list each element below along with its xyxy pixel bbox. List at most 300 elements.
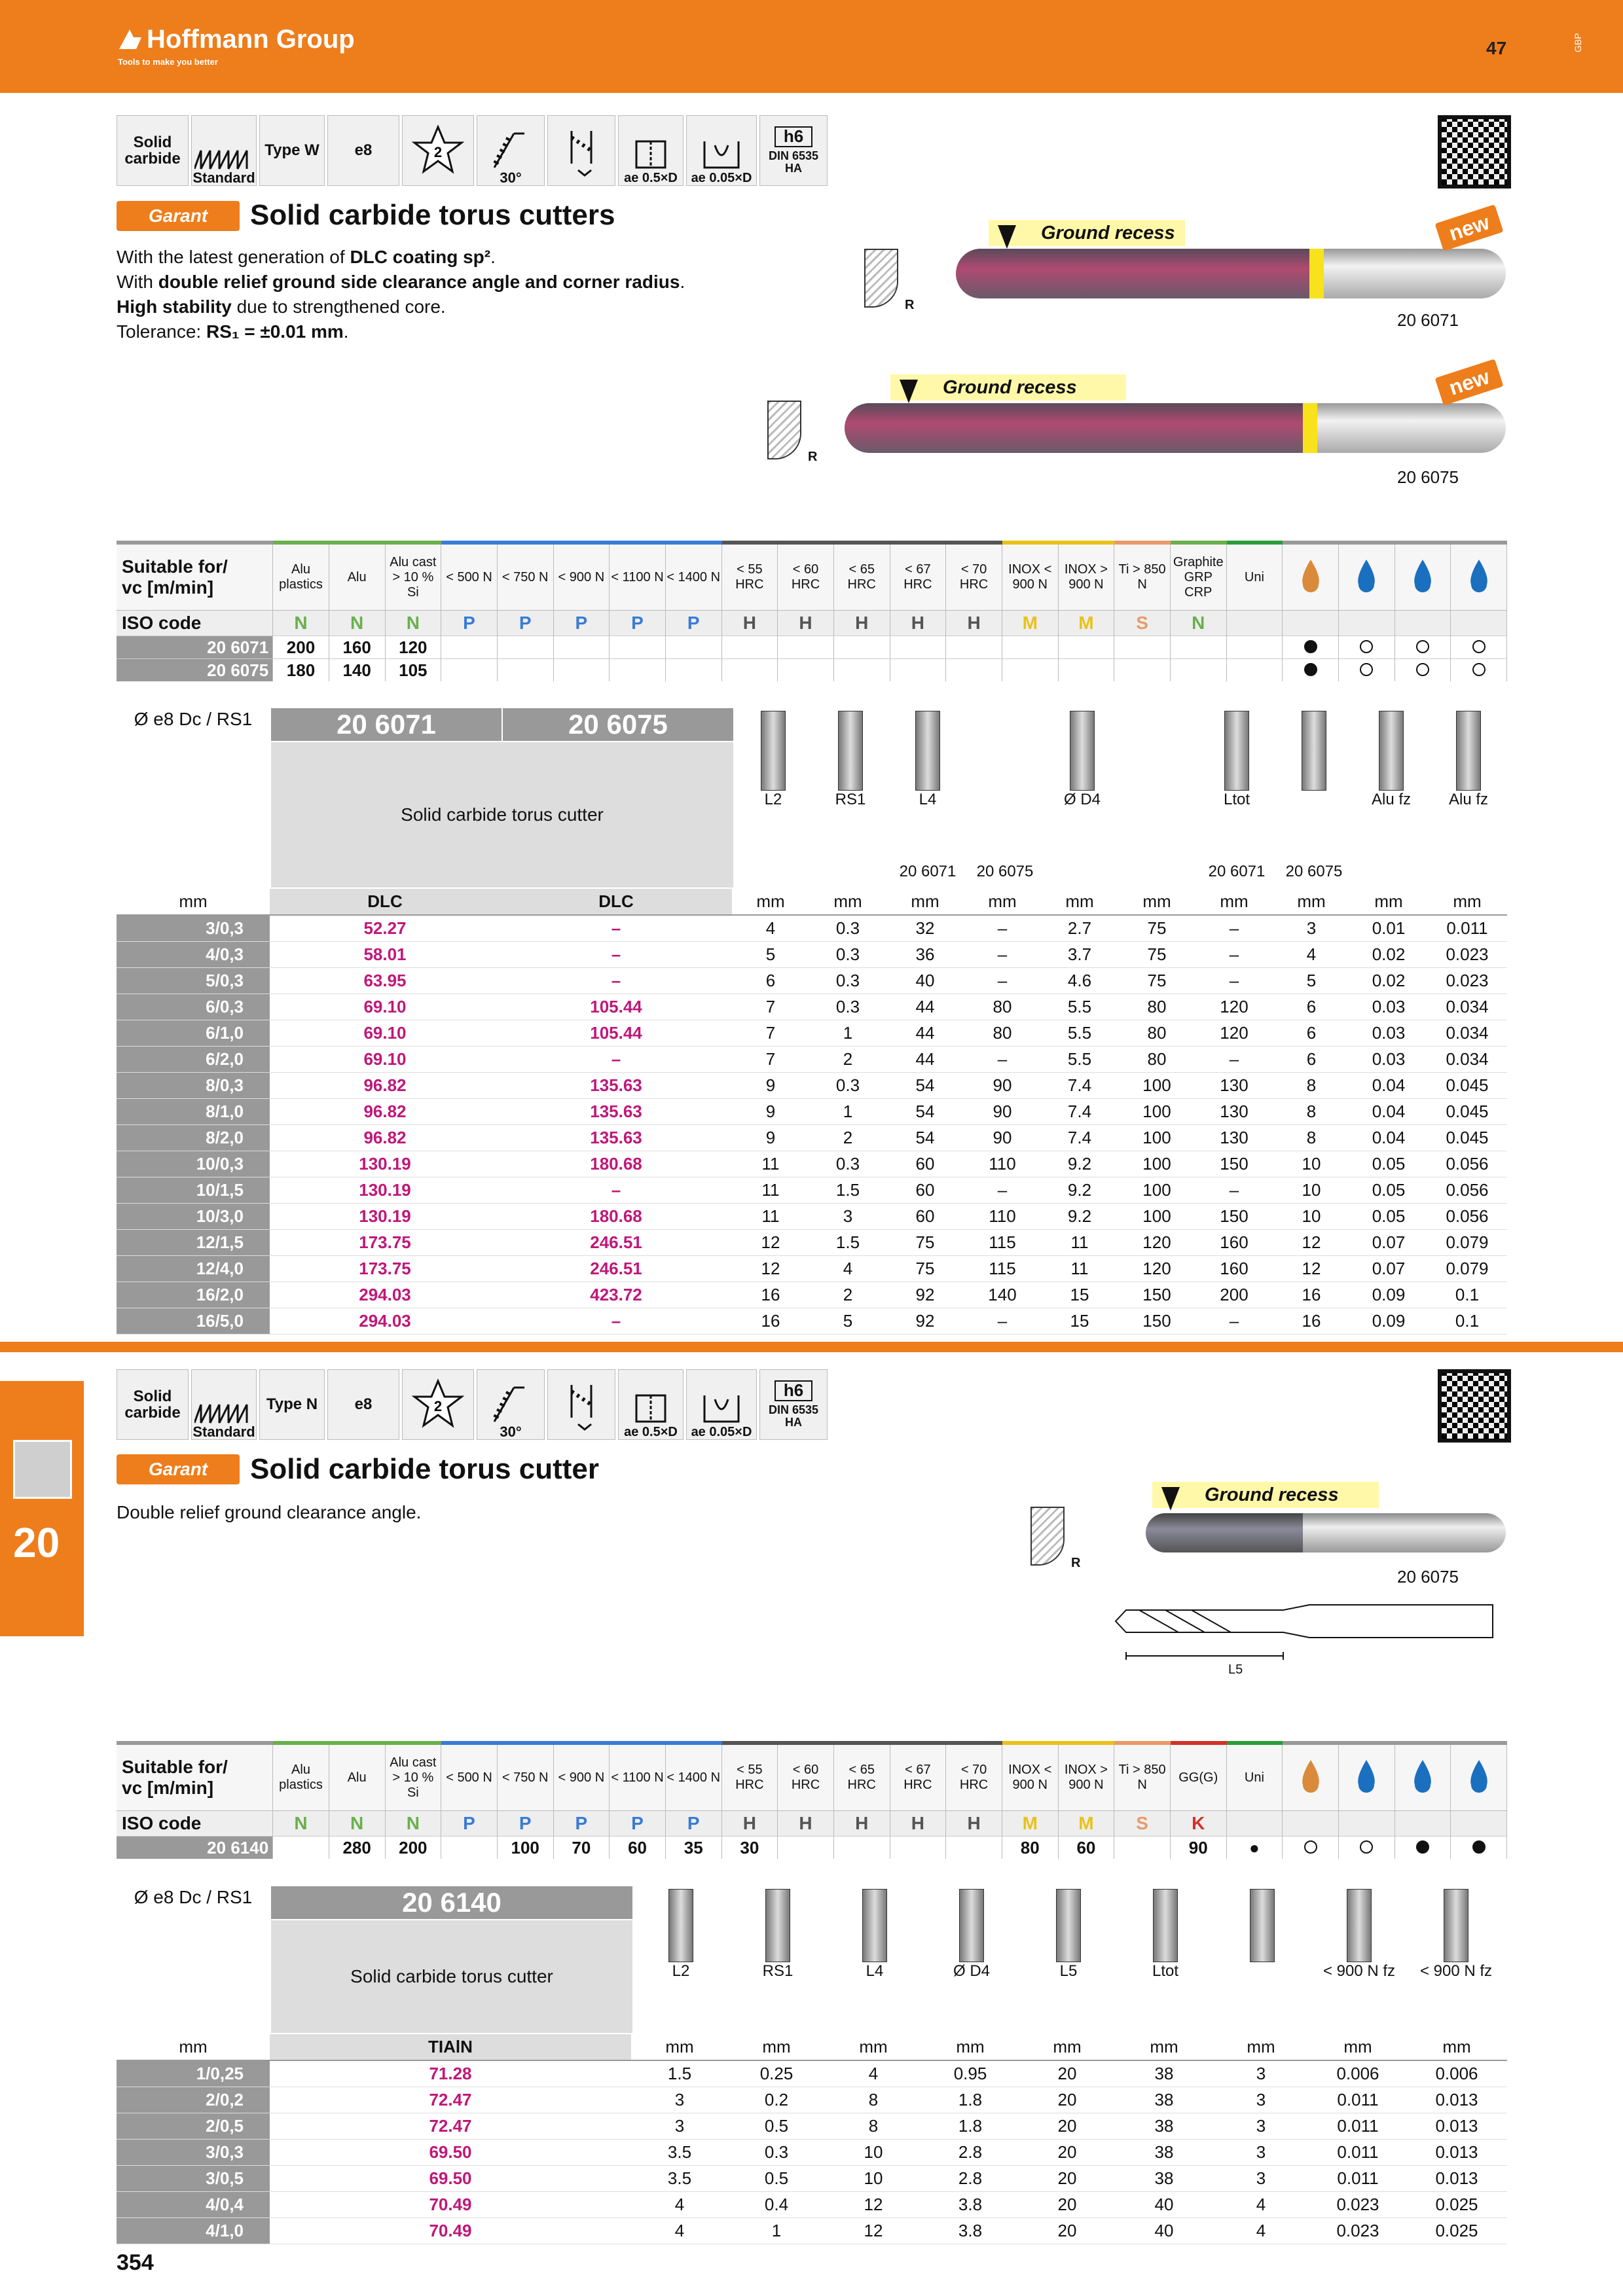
dimension-cell: 0.3	[728, 2140, 825, 2166]
dimension-cell: 80	[1118, 994, 1195, 1020]
diameter-radius-cell: 3/0,3	[117, 915, 270, 942]
material-header: < 1400 N	[665, 1743, 721, 1811]
section2-description: Double relief ground clearance angle.	[117, 1502, 422, 1522]
dimension-cell: 20	[1019, 2166, 1116, 2192]
dimension-cell: 15	[1041, 1282, 1118, 1308]
dimension-cell: 3	[631, 2087, 728, 2113]
suitability-dot	[1472, 640, 1486, 653]
dimension-cell: 4	[631, 2218, 728, 2244]
price-cell: 423.72	[500, 1282, 732, 1308]
iso-code-cell: H	[833, 611, 890, 636]
region-code: GBP	[1573, 33, 1583, 52]
iso-code-cell	[1226, 1811, 1283, 1837]
suitable-label-line: vc [m/min]	[122, 1778, 214, 1798]
dimension-cell: 11	[732, 1151, 809, 1177]
dimension-cell: 0.056	[1427, 1204, 1507, 1230]
page-number: 354	[117, 2250, 154, 2275]
iso-code-cell: H	[946, 1811, 1002, 1837]
dimension-cell: 0.04	[1350, 1073, 1427, 1099]
dimension-cell: 9	[732, 1099, 809, 1125]
diameter-radius-cell: 8/0,3	[117, 1073, 270, 1099]
dimension-cell: 3.8	[922, 2218, 1019, 2244]
dimension-cell: 160	[1195, 1230, 1273, 1256]
dimension-cell: 10	[825, 2166, 922, 2192]
dimension-cell: 0.95	[922, 2060, 1019, 2087]
price-cell: 180.68	[500, 1204, 732, 1230]
tool-dimension-icon	[915, 711, 940, 791]
qr-code-1[interactable]	[1438, 115, 1511, 188]
price-cell: –	[500, 1047, 732, 1073]
dimension-cell: 0.3	[809, 1151, 886, 1177]
dimension-cell: 0.09	[1350, 1308, 1427, 1335]
cutting-speed-cell	[721, 659, 778, 682]
column-header	[729, 1889, 826, 1981]
cutting-speed-cell	[1058, 659, 1114, 682]
dimension-cell: –	[1195, 915, 1273, 942]
column-header-label: < 900 N fz	[1419, 1962, 1493, 1980]
dimension-cell: 90	[964, 1073, 1041, 1099]
dimension-cell: 20	[1019, 2113, 1116, 2140]
material-header: < 1100 N	[610, 543, 666, 611]
plunge-icon	[547, 115, 615, 186]
chapter-tab[interactable]	[0, 1381, 84, 1636]
dimension-cell: 0.013	[1406, 2113, 1507, 2140]
dimension-cell: 3	[1213, 2140, 1309, 2166]
iso-code-cell: H	[721, 611, 778, 636]
column-header-label: L4	[866, 1962, 884, 1980]
tool-artno: 20 6075	[1397, 1567, 1459, 1587]
type-w-icon: Type W	[259, 115, 325, 186]
dimension-cell: 5.5	[1041, 1020, 1118, 1047]
mql-icon	[1395, 543, 1451, 611]
material-header: Alu cast > 10 % Si	[385, 1743, 441, 1811]
dimension-cell: 11	[1041, 1230, 1118, 1256]
diameter-radius-cell: 4/0,4	[117, 2192, 270, 2218]
cutting-speed-cell: 140	[329, 659, 385, 682]
dimension-cell: 12	[732, 1256, 809, 1282]
dimension-cell: –	[1195, 1177, 1273, 1204]
dimension-cell: 0.3	[809, 994, 886, 1020]
table-row	[117, 2060, 1507, 2087]
dimension-cell: 75	[1118, 968, 1195, 994]
price-cell: 70.49	[270, 2218, 631, 2244]
page-header	[0, 0, 1623, 93]
column-header	[812, 711, 889, 809]
qr-code-2[interactable]	[1438, 1369, 1511, 1443]
dimension-cell: 110	[964, 1204, 1041, 1230]
cutting-speed-cell: 60	[1058, 1837, 1114, 1859]
new-badge: new	[1435, 359, 1504, 406]
dimension-cell: –	[964, 1047, 1041, 1073]
dimension-cell: 4	[1273, 942, 1350, 968]
material-header: < 750 N	[497, 543, 553, 611]
dimension-cell: 0.07	[1350, 1256, 1427, 1282]
article-col-206075: 20 6075	[503, 708, 733, 741]
material-header: Uni	[1226, 543, 1283, 611]
suitability-table-1	[117, 541, 1507, 681]
dimension-cell: 100	[1118, 1177, 1195, 1204]
unit-cell: mm	[922, 2034, 1019, 2060]
dimension-cell: 3	[1273, 915, 1350, 942]
unit-cell: mm	[631, 2034, 728, 2060]
table-row	[117, 994, 1507, 1020]
dimension-cell: 100	[1118, 1073, 1195, 1099]
dimension-cell: 1	[728, 2218, 825, 2244]
table-row	[117, 1837, 1507, 1859]
column-header-label: Ø D4	[953, 1962, 990, 1980]
dimension-cell: 0.1	[1427, 1282, 1507, 1308]
garant-brand-badge: Garant	[117, 1454, 240, 1484]
dimension-cell: 3.5	[631, 2140, 728, 2166]
cutting-speed-cell	[890, 1837, 946, 1859]
tool-artno: 20 6071	[1397, 310, 1459, 330]
price-cell: 294.03	[270, 1308, 500, 1335]
dimension-cell: 0.01	[1350, 915, 1427, 942]
cutting-speed-cell: 90	[1170, 1837, 1226, 1859]
dimension-cell: 4.6	[1041, 968, 1118, 994]
dimension-cell: 3	[809, 1204, 886, 1230]
price-cell: 96.82	[270, 1099, 500, 1125]
dimension-cell: 5.5	[1041, 994, 1118, 1020]
column-header	[1430, 711, 1507, 809]
unit-cell: mm	[1213, 2034, 1309, 2060]
diameter-radius-cell: 10/3,0	[117, 1204, 270, 1230]
tolerance-e8-icon: e8	[327, 115, 399, 186]
iso-code-cell	[1226, 611, 1283, 636]
column-header	[1198, 711, 1275, 809]
column-header	[1117, 1889, 1214, 1981]
coolant-suitability	[1283, 1837, 1339, 1859]
dimension-cell: 100	[1118, 1125, 1195, 1151]
column-header-label: L2	[764, 791, 782, 808]
dimension-cell: 7.4	[1041, 1125, 1118, 1151]
dimension-cell: 54	[886, 1073, 964, 1099]
iso-code-cell: P	[610, 1811, 666, 1837]
dimension-cell: 3	[1213, 2060, 1309, 2087]
dimension-cell: 150	[1118, 1282, 1195, 1308]
column-header	[632, 1889, 729, 1981]
dimension-cell: 120	[1118, 1256, 1195, 1282]
dimension-cell: 150	[1118, 1308, 1195, 1335]
dimension-cell: 100	[1118, 1151, 1195, 1177]
dimension-cell: 5	[1273, 968, 1350, 994]
section-separator	[0, 1342, 1623, 1352]
cutting-speed-cell	[778, 1837, 834, 1859]
table-row	[117, 1204, 1507, 1230]
iso-code-cell: H	[946, 611, 1002, 636]
dimension-cell: 80	[1118, 1020, 1195, 1047]
dimension-cell: 7	[732, 1047, 809, 1073]
iso-code-cell: P	[665, 611, 721, 636]
unit-cell: mm	[1118, 889, 1195, 915]
product-panel-2: Solid carbide torus cutter	[271, 1920, 632, 2033]
diameter-radius-cell: 1/0,25	[117, 2060, 270, 2087]
spec-icon-row-1	[117, 115, 828, 186]
material-header: < 67 HRC	[890, 543, 946, 611]
radius-symbol: R	[1030, 1507, 1065, 1566]
iso-code-cell: K	[1170, 1811, 1226, 1837]
price-cell: 180.68	[500, 1151, 732, 1177]
price-cell: 130.19	[270, 1151, 500, 1177]
material-header: Uni	[1226, 1743, 1283, 1811]
ae-half-d-icon: ae 0.5×D	[618, 1369, 684, 1440]
cutting-speed-cell: 180	[273, 659, 329, 682]
dimension-cell: 80	[964, 994, 1041, 1020]
dimension-cell: 0.056	[1427, 1177, 1507, 1204]
dimension-cell: 3	[1213, 2113, 1309, 2140]
dimension-cell: 12	[825, 2192, 922, 2218]
shank-h6-icon: h6 DIN 6535 HA	[759, 115, 828, 186]
new-badge: new	[1435, 204, 1504, 251]
dimension-cell: 8	[1273, 1099, 1350, 1125]
dimension-cell: –	[964, 915, 1041, 942]
iso-code-cell: H	[890, 1811, 946, 1837]
column-header	[1311, 1889, 1408, 1981]
product-table-1	[117, 889, 1507, 1335]
hoffmann-logo-icon	[118, 27, 143, 52]
diameter-radius-cell: 6/1,0	[117, 1020, 270, 1047]
unit-cell: mm	[825, 2034, 922, 2060]
iso-code-cell: H	[778, 611, 834, 636]
material-header: < 1400 N	[665, 543, 721, 611]
dimension-cell: 10	[825, 2140, 922, 2166]
iso-code-cell: N	[329, 1811, 385, 1837]
article-number: 20 6075	[117, 659, 273, 682]
column-header-label: L2	[672, 1962, 690, 1980]
tool-artno: 20 6075	[1397, 467, 1459, 487]
dimension-cell: 20	[1019, 2087, 1116, 2113]
diameter-radius-cell: 6/2,0	[117, 1047, 270, 1073]
dimension-cell: 40	[1116, 2192, 1213, 2218]
price-cell: 69.10	[270, 994, 500, 1020]
price-cell: 135.63	[500, 1125, 732, 1151]
cutting-speed-cell: 200	[273, 636, 329, 659]
table-row	[117, 2087, 1507, 2113]
iso-code-cell: M	[1002, 1811, 1058, 1837]
iso-code-cell: N	[273, 611, 329, 636]
dimension-cell: 7.4	[1041, 1099, 1118, 1125]
table-row	[117, 1177, 1507, 1204]
column-header-label: Ltot	[1223, 791, 1250, 808]
svg-text:2: 2	[433, 144, 443, 160]
dimension-cell: 15	[1041, 1308, 1118, 1335]
unit-cell: mm	[1350, 889, 1427, 915]
table-row	[117, 1282, 1507, 1308]
dimension-cell: 12	[1273, 1230, 1350, 1256]
radius-symbol: R	[864, 249, 898, 308]
cutting-speed-cell: 200	[385, 1837, 441, 1859]
dimension-cell: 120	[1118, 1230, 1195, 1256]
tool-technical-drawing	[1113, 1597, 1506, 1702]
dimension-cell: 0.045	[1427, 1099, 1507, 1125]
dimension-cell: 11	[1041, 1256, 1118, 1282]
suitability-table-2	[117, 1741, 1507, 1859]
dimension-cell: 0.011	[1309, 2166, 1406, 2192]
dimension-cell: 7	[732, 1020, 809, 1047]
column-header	[1020, 1889, 1117, 1981]
dimension-cell: 38	[1116, 2166, 1213, 2192]
price-cell: 52.27	[270, 915, 500, 942]
table-row	[117, 2113, 1507, 2140]
cutting-speed-cell: 30	[721, 1837, 778, 1859]
dimension-cell: 3	[1213, 2166, 1309, 2192]
column-header-label: L5	[1059, 1962, 1078, 1980]
dimension-cell: 0.011	[1309, 2140, 1406, 2166]
cutting-speed-cell	[553, 659, 610, 682]
dimension-cell: 0.023	[1309, 2192, 1406, 2218]
material-header: < 60 HRC	[778, 543, 834, 611]
dimension-cell: 1.5	[809, 1230, 886, 1256]
iso-code-cell	[1283, 1811, 1339, 1837]
dimension-cell: 0.011	[1309, 2087, 1406, 2113]
dimension-cell: –	[1195, 1047, 1273, 1073]
cutting-speed-cell	[1170, 636, 1226, 659]
unit-row	[117, 2034, 1507, 2060]
iso-code-cell	[1395, 611, 1451, 636]
price-cell: –	[500, 915, 732, 942]
dimension-cell: 9	[732, 1073, 809, 1099]
dimension-cell: 0.034	[1427, 1047, 1507, 1073]
price-cell: 63.95	[270, 968, 500, 994]
diameter-radius-cell: 10/1,5	[117, 1177, 270, 1204]
column-header-label: L4	[919, 791, 937, 808]
dimension-cell: 10	[1273, 1177, 1350, 1204]
dimension-cell: 0.1	[1427, 1308, 1507, 1335]
dimension-cell: –	[1195, 968, 1273, 994]
dimension-cell: 0.04	[1350, 1099, 1427, 1125]
dimension-cell: 3	[631, 2113, 728, 2140]
unit-cell: mm	[1309, 2034, 1406, 2060]
dimension-cell: –	[964, 942, 1041, 968]
iso-code-cell: P	[610, 611, 666, 636]
iso-code-cell	[1451, 1811, 1507, 1837]
iso-code-cell: P	[497, 611, 553, 636]
iso-code-cell: P	[553, 611, 610, 636]
dimension-cell: 44	[886, 1020, 964, 1047]
price-cell: 135.63	[500, 1099, 732, 1125]
dimension-cell: 1	[809, 1020, 886, 1047]
tolerance-e8-icon: e8	[327, 1369, 399, 1440]
material-header: < 70 HRC	[946, 1743, 1002, 1811]
unit-cell: mm	[1195, 889, 1273, 915]
material-header: < 900 N	[553, 543, 610, 611]
brand-tagline: Tools to make you better	[118, 57, 218, 67]
dimension-cell: 0.079	[1427, 1230, 1507, 1256]
price-cell: 70.49	[270, 2192, 631, 2218]
column-header	[1044, 711, 1121, 809]
cutting-speed-cell: 105	[385, 659, 441, 682]
suitability-dot	[1416, 1840, 1429, 1854]
dimension-cell: 140	[964, 1282, 1041, 1308]
sub-header-article: 20 6075	[1285, 863, 1343, 880]
suitability-dot	[1360, 1840, 1373, 1854]
dimension-cell: 160	[1195, 1256, 1273, 1282]
cutting-speed-cell	[1226, 659, 1283, 682]
iso-code-cell: P	[441, 1811, 498, 1837]
price-cell: 96.82	[270, 1073, 500, 1099]
dimension-cell: –	[1195, 1308, 1273, 1335]
iso-code-cell: H	[721, 1811, 778, 1837]
cutting-speed-cell	[1170, 659, 1226, 682]
dimension-cell: 4	[631, 2192, 728, 2218]
column-header	[1408, 1889, 1504, 1981]
l5-dimension-label: L5	[1228, 1662, 1243, 1677]
cutting-speed-cell: 80	[1002, 1837, 1058, 1859]
flutes-icon	[402, 115, 474, 186]
dimension-cell: 16	[732, 1308, 809, 1335]
ae-half-d-icon: ae 0.5×D	[618, 115, 684, 186]
coolant-suitability	[1451, 636, 1507, 659]
material-header: < 65 HRC	[833, 543, 890, 611]
material-header: < 65 HRC	[833, 1743, 890, 1811]
dimension-cell: –	[964, 1308, 1041, 1335]
dimension-cell: 0.03	[1350, 994, 1427, 1020]
dimension-cell: 0.079	[1427, 1256, 1507, 1282]
material-header: INOX < 900 N	[1002, 543, 1058, 611]
cutting-speed-cell: 35	[665, 1837, 721, 1859]
dimension-cell: 100	[1118, 1099, 1195, 1125]
dimension-cell: 130	[1195, 1073, 1273, 1099]
tool-dimension-icon	[1070, 711, 1095, 791]
cutting-speed-cell	[833, 1837, 890, 1859]
iso-code-cell	[1395, 1811, 1451, 1837]
table-row	[117, 2166, 1507, 2192]
dimension-cell: 2.7	[1041, 915, 1118, 942]
material-header: Graphite GRP CRP	[1170, 543, 1226, 611]
material-header: < 55 HRC	[721, 1743, 778, 1811]
dimension-cell: 38	[1116, 2060, 1213, 2087]
dimension-cell: 8	[1273, 1073, 1350, 1099]
dimension-cell: 44	[886, 994, 964, 1020]
dimension-cell: 0.013	[1406, 2140, 1507, 2166]
suitable-for-label	[117, 543, 273, 611]
price-cell: 58.01	[270, 942, 500, 968]
cutting-speed-cell	[1114, 636, 1171, 659]
tool-dimension-icon	[1347, 1889, 1372, 1962]
dimension-cell: 4	[1213, 2218, 1309, 2244]
dimension-cell: 2.8	[922, 2166, 1019, 2192]
desc-line: Tolerance: RS₁ = ±0.01 mm.	[117, 321, 349, 342]
dimension-cell: 0.011	[1309, 2113, 1406, 2140]
mql-icon	[1395, 1743, 1451, 1811]
emulsion-icon	[1338, 543, 1395, 611]
iso-code-cell: H	[778, 1811, 834, 1837]
price-cell: 173.75	[270, 1230, 500, 1256]
dimension-cell: 0.3	[809, 942, 886, 968]
dimension-cell: 92	[886, 1308, 964, 1335]
iso-code-cell: H	[833, 1811, 890, 1837]
dimension-cell: –	[964, 1177, 1041, 1204]
dimension-cell: 0.006	[1309, 2060, 1406, 2087]
dimension-cell: 75	[1118, 942, 1195, 968]
diameter-radius-cell: 6/0,3	[117, 994, 270, 1020]
ae-005d-icon: ae 0.05×D	[686, 1369, 757, 1440]
cutting-speed-cell: 100	[497, 1837, 553, 1859]
cutting-speed-cell	[1058, 636, 1114, 659]
dimension-cell: 90	[964, 1099, 1041, 1125]
dimension-cell: 8	[825, 2087, 922, 2113]
cutting-speed-cell: 280	[329, 1837, 385, 1859]
dimension-cell: 9	[732, 1125, 809, 1151]
diameter-radius-cell: 12/1,5	[117, 1230, 270, 1256]
iso-code-cell	[1451, 611, 1507, 636]
suitability-dot	[1304, 663, 1317, 676]
cutting-speed-cell	[1114, 659, 1171, 682]
dimension-cell: 0.034	[1427, 1020, 1507, 1047]
dimension-cell: 0.5	[728, 2166, 825, 2192]
type-n-icon: Type N	[259, 1369, 325, 1440]
dimension-cell: 20	[1019, 2060, 1116, 2087]
